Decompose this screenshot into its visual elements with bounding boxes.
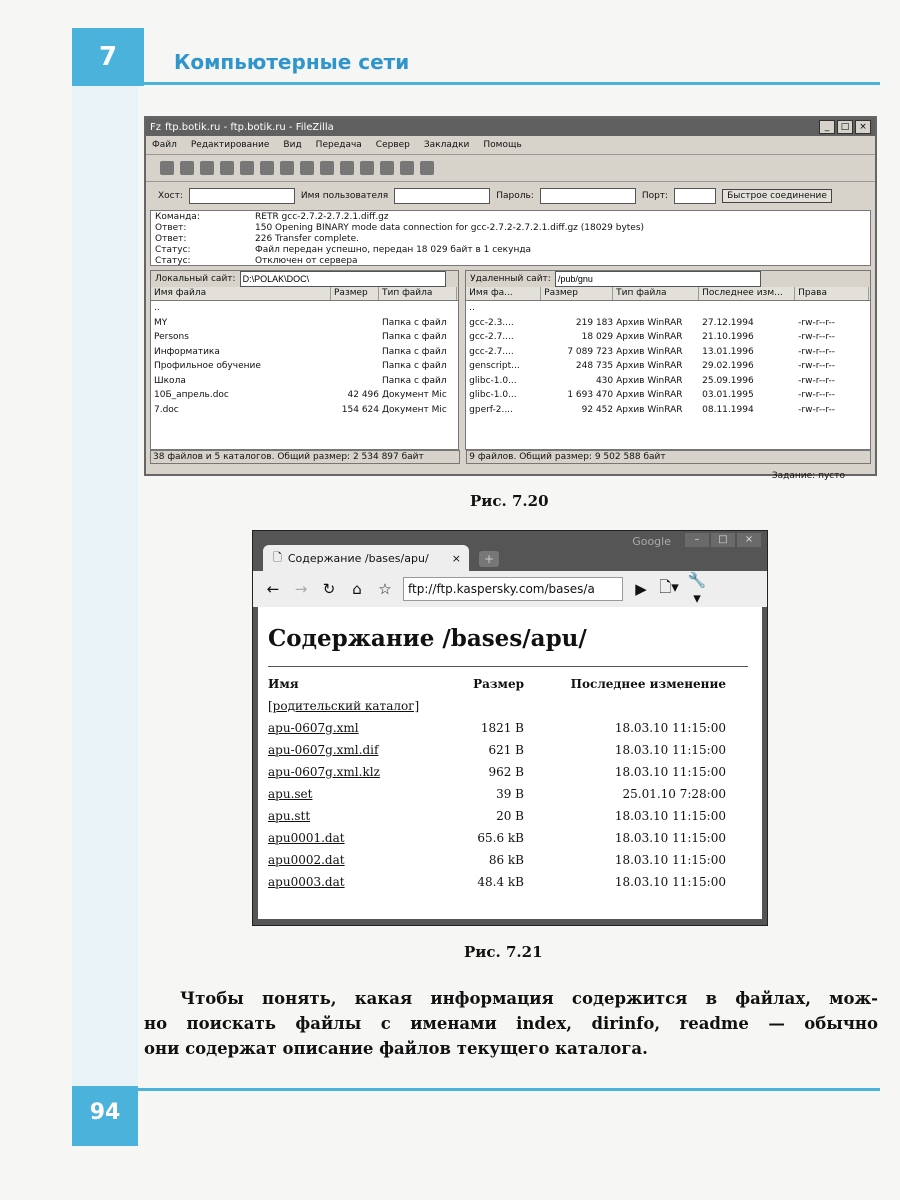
file-type: Документ Mic xyxy=(382,404,447,415)
file-type: Архив WinRAR xyxy=(616,346,683,357)
host-label: Хост: xyxy=(158,191,183,201)
local-site-label: Локальный сайт: xyxy=(155,274,236,284)
body-line: но поискать файлы с именами index, dirinfo, readme — обычно xyxy=(144,1014,878,1033)
page-content xyxy=(258,607,762,919)
tab-close-icon[interactable]: × xyxy=(451,551,461,565)
file-name: MY xyxy=(154,317,168,328)
remote-header xyxy=(466,287,870,301)
toggle-remote-icon[interactable] xyxy=(220,161,234,175)
file-size: 962 B xyxy=(488,765,524,779)
file-size: 430 xyxy=(595,375,614,386)
port-input[interactable] xyxy=(674,188,716,204)
file-row xyxy=(268,849,762,871)
col-type[interactable]: Тип файла xyxy=(379,287,457,300)
local-file-row[interactable] xyxy=(151,374,458,389)
log-key: Ответ: xyxy=(155,223,187,233)
file-name: Информатика xyxy=(154,346,220,357)
forward-icon[interactable]: → xyxy=(294,580,308,598)
parent-directory-link[interactable]: [родительский каталог] xyxy=(268,699,420,713)
log-key: Статус: xyxy=(155,245,191,255)
toggle-log-icon[interactable] xyxy=(180,161,194,175)
col-size: Размер xyxy=(473,677,524,691)
remote-file-row[interactable] xyxy=(466,388,870,403)
file-name: .. xyxy=(154,303,160,313)
queue-icon[interactable] xyxy=(240,161,254,175)
reload-icon[interactable]: ↻ xyxy=(322,580,336,598)
page-number-box xyxy=(72,1086,138,1146)
figure-caption-1: Рис. 7.20 xyxy=(470,492,549,510)
menu-file[interactable]: Файл xyxy=(152,140,177,150)
page-heading: Содержание /bases/apu/ xyxy=(268,625,587,652)
minimize-icon[interactable]: _ xyxy=(819,120,835,134)
browser-tab[interactable] xyxy=(263,545,469,571)
close-icon[interactable]: × xyxy=(737,533,761,547)
file-size: 621 B xyxy=(488,743,524,757)
file-name: 10Б_апрель.doc xyxy=(154,390,229,400)
username-input[interactable] xyxy=(394,188,490,204)
star-icon[interactable]: ☆ xyxy=(378,580,392,598)
menu-view[interactable]: Вид xyxy=(283,140,302,150)
body-line: Чтобы понять, какая информация содержится в файлах, мож- xyxy=(180,989,878,1008)
menu-transfer[interactable]: Передача xyxy=(315,140,362,150)
file-type: Архив WinRAR xyxy=(616,390,683,400)
file-name: gcc-2.7.... xyxy=(469,332,514,342)
page-menu-icon[interactable]: 🗋▾ xyxy=(659,577,679,596)
file-modified xyxy=(699,301,795,316)
wrench-icon[interactable]: 🔧▾ xyxy=(687,571,707,607)
footer-rule xyxy=(138,1088,880,1091)
file-type: Папка с файл xyxy=(382,375,447,386)
refresh-icon[interactable] xyxy=(260,161,274,175)
file-size: 1821 B xyxy=(480,721,524,735)
file-type: Папка с файл xyxy=(382,317,447,328)
file-link[interactable]: apu0003.dat xyxy=(268,875,345,889)
filezilla-titlebar xyxy=(146,118,875,136)
col-permissions[interactable]: Права xyxy=(795,287,869,300)
file-name: Профильное обучение xyxy=(154,361,261,371)
remote-pane xyxy=(465,270,871,450)
file-permissions: -rw-r--r-- xyxy=(798,361,835,371)
file-name: Школа xyxy=(154,375,186,386)
toggle-tree-icon[interactable] xyxy=(200,161,214,175)
file-name: Persons xyxy=(154,332,189,342)
browser-toolbar xyxy=(253,571,767,607)
file-row xyxy=(268,739,762,761)
menu-edit[interactable]: Редактирование xyxy=(190,140,270,150)
quickconnect-bar xyxy=(146,182,875,210)
file-permissions: -rw-r--r-- xyxy=(798,332,835,342)
local-file-row[interactable] xyxy=(151,388,458,403)
parent-row xyxy=(268,695,762,717)
google-label: Google xyxy=(632,535,671,548)
remote-file-row[interactable] xyxy=(466,403,870,418)
file-row xyxy=(268,717,762,739)
host-input[interactable] xyxy=(189,188,295,204)
remote-file-row[interactable] xyxy=(466,374,870,389)
file-type: Папка с файл xyxy=(382,332,447,342)
compare-icon[interactable] xyxy=(380,161,394,175)
password-label: Пароль: xyxy=(496,191,534,201)
local-file-list xyxy=(151,301,458,417)
statusbar xyxy=(146,468,875,484)
file-row xyxy=(268,871,762,893)
log-key: Ответ: xyxy=(155,234,187,244)
file-permissions: -rw-r--r-- xyxy=(798,404,835,415)
chapter-number-box xyxy=(72,28,144,86)
file-date: 18.03.10 11:15:00 xyxy=(614,743,726,757)
file-link[interactable]: apu.set xyxy=(268,787,313,801)
remote-file-list xyxy=(466,301,870,417)
col-type[interactable]: Тип файла xyxy=(613,287,699,300)
play-icon[interactable]: ▶ xyxy=(635,580,647,598)
remote-file-row[interactable] xyxy=(466,359,870,374)
menu-bar xyxy=(146,136,875,154)
page-icon: 🗋 xyxy=(273,550,282,564)
file-modified: 27.12.1994 xyxy=(702,317,754,328)
file-row xyxy=(268,827,762,849)
file-link[interactable]: apu0001.dat xyxy=(268,831,345,845)
log-key: Команда: xyxy=(155,212,200,222)
disconnect-icon[interactable] xyxy=(320,161,334,175)
file-name: genscript... xyxy=(469,361,520,371)
file-date: 18.03.10 11:15:00 xyxy=(614,721,726,735)
file-type xyxy=(379,301,457,316)
file-date: 25.01.10 7:28:00 xyxy=(622,787,726,801)
file-size: 86 kB xyxy=(488,853,524,867)
file-size xyxy=(331,301,379,316)
file-size xyxy=(541,301,613,316)
home-icon[interactable]: ⌂ xyxy=(352,580,362,598)
file-type: Папка с файл xyxy=(382,361,447,371)
remote-path-input[interactable] xyxy=(555,271,761,287)
reconnect-icon[interactable] xyxy=(340,161,354,175)
col-size[interactable]: Размер xyxy=(331,287,379,300)
file-listing xyxy=(268,717,762,893)
file-link[interactable]: apu-0607g.xml.dif xyxy=(268,743,379,757)
log-value: 150 Opening BINARY mode data connection for gcc-2.7.2-2.7.2.1.diff.gz (18029 bytes) xyxy=(255,223,645,233)
local-path-input[interactable] xyxy=(240,271,446,287)
file-name: glibc-1.0... xyxy=(469,375,517,386)
file-type: Архив WinRAR xyxy=(616,332,683,342)
file-size: 1 693 470 xyxy=(567,390,614,400)
file-name: gperf-2.... xyxy=(469,404,513,415)
log-value: RETR gcc-2.7.2-2.7.2.1.diff.gz xyxy=(255,212,389,222)
message-log xyxy=(150,210,871,266)
file-name: glibc-1.0... xyxy=(469,390,517,400)
body-line: они содержат описание файлов текущего каталога. xyxy=(144,1039,648,1058)
listing-header xyxy=(268,673,762,695)
file-size xyxy=(331,345,379,360)
file-name: 7.doc xyxy=(154,404,179,415)
file-permissions: -rw-r--r-- xyxy=(798,375,835,386)
file-size: 219 183 xyxy=(575,317,614,328)
file-name: gcc-2.3.... xyxy=(469,317,514,328)
body-paragraph xyxy=(144,986,878,1061)
file-modified: 21.10.1996 xyxy=(702,332,754,342)
remote-status: 9 файлов. Общий размер: 9 502 588 байт xyxy=(466,450,871,464)
file-size: 248 735 xyxy=(575,361,614,371)
filezilla-window xyxy=(144,116,877,481)
tab-title: Содержание /bases/apu/ xyxy=(287,551,429,565)
toolbar xyxy=(146,154,875,182)
file-type xyxy=(613,301,699,316)
queue-status: Задание: пусто xyxy=(771,471,845,481)
file-size: 7 089 723 xyxy=(567,346,614,357)
local-header xyxy=(151,287,458,301)
file-row xyxy=(268,761,762,783)
local-file-row[interactable] xyxy=(151,359,458,374)
password-input[interactable] xyxy=(540,188,636,204)
remote-site-label: Удаленный сайт: xyxy=(470,274,551,284)
maximize-icon[interactable]: □ xyxy=(837,120,853,134)
file-size: 18 029 xyxy=(581,332,614,342)
file-permissions: -rw-r--r-- xyxy=(798,317,835,328)
file-size: 48.4 kB xyxy=(477,875,524,889)
file-date: 18.03.10 11:15:00 xyxy=(614,809,726,823)
site-manager-icon[interactable] xyxy=(160,161,174,175)
file-type: Архив WinRAR xyxy=(616,361,683,371)
file-date: 18.03.10 11:15:00 xyxy=(614,875,726,889)
menu-server[interactable]: Сервер xyxy=(375,140,410,150)
file-row xyxy=(268,805,762,827)
file-modified: 29.02.1996 xyxy=(702,361,754,371)
sync-icon[interactable] xyxy=(400,161,414,175)
file-modified: 25.09.1996 xyxy=(702,375,754,386)
col-modified[interactable]: Последнее изм... xyxy=(699,287,795,300)
col-filename[interactable]: Имя файла xyxy=(151,287,331,300)
file-type: Папка с файл xyxy=(382,346,447,357)
file-permissions: -rw-r--r-- xyxy=(798,346,835,357)
cancel-icon[interactable] xyxy=(300,161,314,175)
file-permissions xyxy=(795,301,869,316)
log-value: 226 Transfer complete. xyxy=(255,234,359,244)
menu-bookmarks[interactable]: Закладки xyxy=(423,140,470,150)
remote-file-row[interactable] xyxy=(466,345,870,360)
file-link[interactable]: apu.stt xyxy=(268,809,311,823)
file-type: Архив WinRAR xyxy=(616,404,683,415)
file-modified: 08.11.1994 xyxy=(702,404,754,415)
close-icon[interactable]: × xyxy=(855,120,871,134)
local-file-row[interactable] xyxy=(151,330,458,345)
file-link[interactable]: apu-0607g.xml xyxy=(268,721,359,735)
filter-icon[interactable] xyxy=(360,161,374,175)
quickconnect-button[interactable]: Быстрое соединение xyxy=(722,189,832,203)
file-type: Документ Mic xyxy=(382,390,447,400)
file-date: 18.03.10 11:15:00 xyxy=(614,831,726,845)
user-label: Имя пользователя xyxy=(300,191,389,201)
file-size xyxy=(331,374,379,389)
file-type: Архив WinRAR xyxy=(616,375,683,386)
local-file-row[interactable] xyxy=(151,403,458,418)
header-rule xyxy=(144,82,880,85)
filezilla-app-icon: Fz xyxy=(150,121,162,133)
local-file-row[interactable] xyxy=(151,316,458,331)
page-number: 94 xyxy=(89,1100,121,1125)
file-name: .. xyxy=(469,303,475,313)
menu-help[interactable]: Помощь xyxy=(483,140,522,150)
file-size: 154 624 xyxy=(341,404,379,415)
port-label: Порт: xyxy=(641,191,669,201)
file-size: 42 496 xyxy=(347,390,379,400)
col-date: Последнее изменение xyxy=(570,677,726,691)
remote-file-row[interactable] xyxy=(466,316,870,331)
minimize-icon[interactable]: – xyxy=(685,533,709,547)
back-icon[interactable]: ← xyxy=(266,580,280,598)
remote-file-row[interactable] xyxy=(466,330,870,345)
file-size: 39 B xyxy=(496,787,524,801)
col-name: Имя xyxy=(268,677,299,691)
log-key: Статус: xyxy=(155,256,191,266)
local-file-row[interactable] xyxy=(151,301,458,316)
chapter-title: Компьютерные сети xyxy=(174,50,410,74)
local-file-row[interactable] xyxy=(151,345,458,360)
local-pane xyxy=(150,270,459,450)
file-size: 20 B xyxy=(496,809,524,823)
file-size xyxy=(331,359,379,374)
log-value: Отключен от сервера xyxy=(255,256,358,266)
file-modified: 13.01.1996 xyxy=(702,346,754,357)
heading-rule xyxy=(268,666,748,667)
col-size[interactable]: Размер xyxy=(541,287,613,300)
log-value: Файл передан успешно, передан 18 029 байт в 1 секунда xyxy=(255,245,532,255)
browser-window xyxy=(252,530,768,926)
file-type: Архив WinRAR xyxy=(616,317,683,328)
file-size: 92 452 xyxy=(581,404,614,415)
file-size xyxy=(331,330,379,345)
file-name: gcc-2.7.... xyxy=(469,346,514,357)
margin-strip xyxy=(72,86,138,1086)
file-row xyxy=(268,783,762,805)
remote-file-row[interactable] xyxy=(466,301,870,316)
file-modified: 03.01.1995 xyxy=(702,390,754,400)
window-title: ftp.botik.ru - ftp.botik.ru - FileZilla xyxy=(165,121,334,133)
file-size: 65.6 kB xyxy=(477,831,524,845)
search-icon[interactable] xyxy=(420,161,434,175)
local-status: 38 файлов и 5 каталогов. Общий размер: 2 534 897 байт xyxy=(150,450,460,464)
chapter-number: 7 xyxy=(98,42,118,72)
address-bar[interactable]: ftp://ftp.kaspersky.com/bases/a xyxy=(403,577,623,601)
new-tab-button[interactable]: + xyxy=(479,551,499,567)
file-size xyxy=(331,316,379,331)
figure-caption-2: Рис. 7.21 xyxy=(464,943,543,961)
process-queue-icon[interactable] xyxy=(280,161,294,175)
file-date: 18.03.10 11:15:00 xyxy=(614,853,726,867)
maximize-icon[interactable]: □ xyxy=(711,533,735,547)
file-link[interactable]: apu-0607g.xml.klz xyxy=(268,765,380,779)
col-filename[interactable]: Имя фа... xyxy=(466,287,541,300)
file-permissions: -rw-r--r-- xyxy=(798,390,835,400)
file-link[interactable]: apu0002.dat xyxy=(268,853,345,867)
file-date: 18.03.10 11:15:00 xyxy=(614,765,726,779)
